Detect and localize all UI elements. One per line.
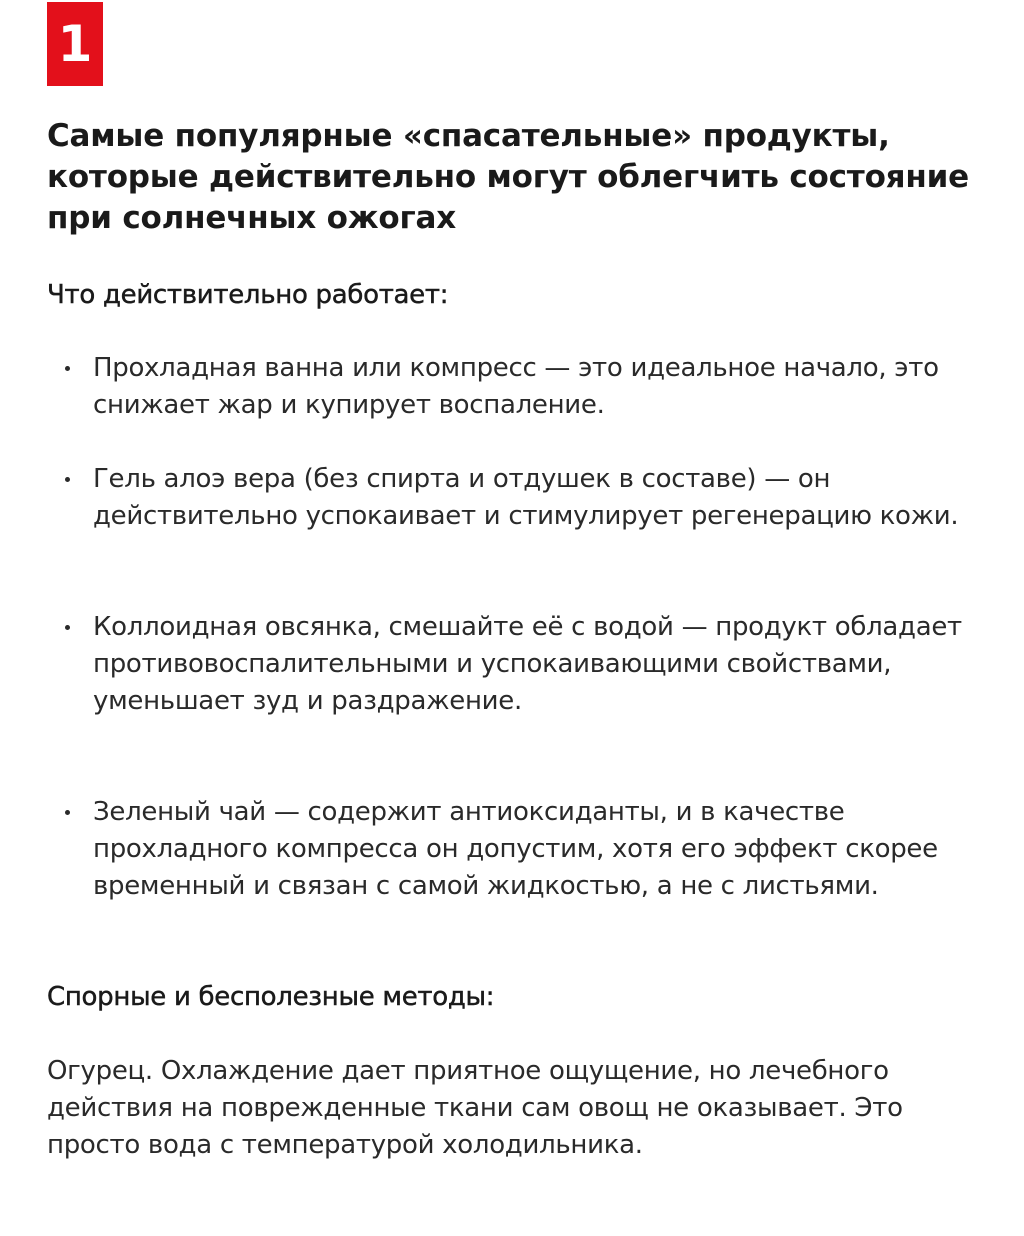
- bullet-dot-icon: [65, 477, 70, 482]
- bullet-dot-icon: [65, 810, 70, 815]
- list-item: [93, 350, 983, 424]
- slide-number: 1: [57, 15, 93, 73]
- slide-number-badge: [47, 2, 103, 86]
- works-section-heading: Что действительно работает:: [47, 280, 449, 310]
- bullet-dot-icon: [65, 625, 70, 630]
- list-item: [93, 794, 983, 905]
- list-item-text: Зеленый чай — содержит антиоксиданты, и в качестве прохладного компресса он допустим, хотя его эффект скорее временный и связан с самой жидкостью, а не с листьями.: [93, 797, 938, 901]
- controversial-section-heading: Спорные и бесполезные методы:: [47, 982, 495, 1012]
- list-item-text: Коллоидная овсянка, смешайте её с водой — продукт обладает противовоспалительными и успокаивающими свойствами, уменьшает зуд и раздражение.: [93, 612, 962, 716]
- page-title: Самые популярные «спасательные» продукты, которые действительно могут облегчить состояние при солнечных ожогах: [47, 118, 969, 236]
- list-item-text: Прохладная ванна или компресс — это идеальное начало, это снижает жар и купирует воспаление.: [93, 353, 939, 420]
- list-item: [93, 461, 983, 535]
- list-item-text: Гель алоэ вера (без спирта и отдушек в составе) — он действительно успокаивает и стимулирует регенерацию кожи.: [93, 464, 959, 531]
- bullet-dot-icon: [65, 366, 70, 371]
- list-item: [93, 609, 983, 720]
- controversial-paragraph: Огурец. Охлаждение дает приятное ощущение, но лечебного действия на поврежденные ткани сам овощ не оказывает. Это просто вода с температурой холодильника.: [47, 1056, 903, 1160]
